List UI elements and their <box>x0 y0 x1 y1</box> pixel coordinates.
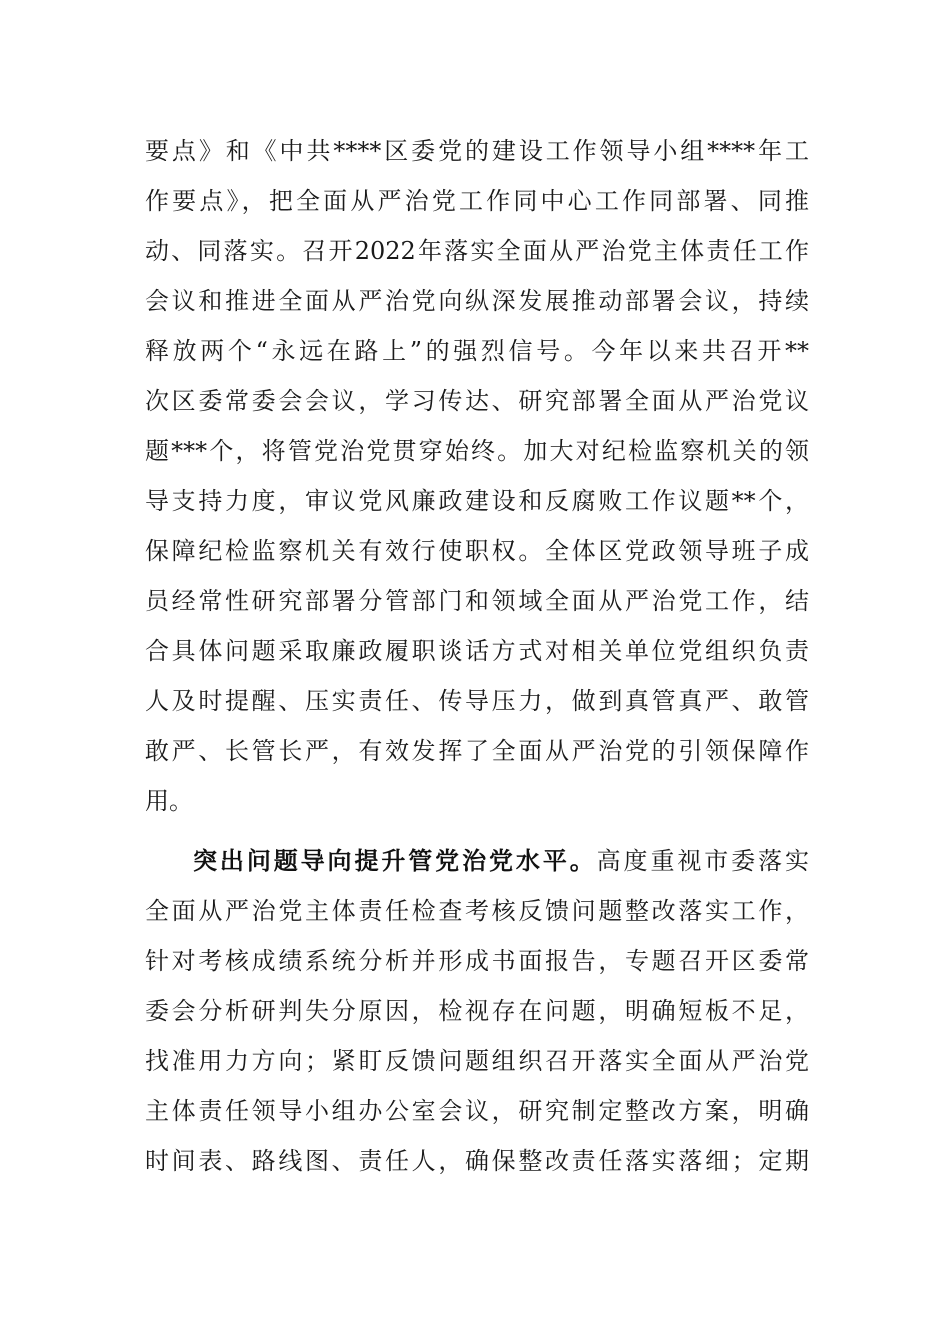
paragraph-2-line-1 <box>193 841 809 881</box>
paragraph-2-line-3: 针对考核成绩系统分析并形成书面报告，专题召开区委常 <box>145 947 809 975</box>
paragraph-1-line-1: 要点》和《中共****区委党的建设工作领导小组****年工 <box>145 137 809 165</box>
paragraph-2-line-6: 主体责任领导小组办公室会议，研究制定整改方案，明确 <box>145 1097 809 1125</box>
paragraph-2-line-2: 全面从严治党主体责任检查考核反馈问题整改落实工作， <box>145 897 809 925</box>
paragraph-1-line-3: 动、同落实。召开2022年落实全面从严治党主体责任工作 <box>145 237 809 265</box>
paragraph-1-line-12: 人及时提醒、压实责任、传导压力，做到真管真严、敢管 <box>145 687 809 715</box>
paragraph-2-line-1-text: 高度重视市委落实 <box>596 847 809 875</box>
paragraph-1-line-14: 用。 <box>145 787 193 815</box>
paragraph-2-line-5: 找准用力方向；紧盯反馈问题组织召开落实全面从严治党 <box>145 1047 809 1075</box>
paragraph-1-line-10: 员经常性研究部署分管部门和领域全面从严治党工作，结 <box>145 587 809 615</box>
paragraph-1-line-7: 题***个，将管党治党贯穿始终。加大对纪检监察机关的领 <box>145 437 809 465</box>
paragraph-1-line-8: 导支持力度，审议党风廉政建设和反腐败工作议题**个， <box>145 487 809 515</box>
paragraph-2-line-7: 时间表、路线图、责任人，确保整改责任落实落细；定期 <box>145 1147 809 1175</box>
paragraph-heading: 突出问题导向提升管党治党水平。 <box>193 846 597 875</box>
paragraph-1-line-6: 次区委常委会会议，学习传达、研究部署全面从严治党议 <box>145 387 809 415</box>
paragraph-1-line-2: 作要点》，把全面从严治党工作同中心工作同部署、同推 <box>145 187 809 215</box>
paragraph-1-line-9: 保障纪检监察机关有效行使职权。全体区党政领导班子成 <box>145 537 809 565</box>
paragraph-1-line-11: 合具体问题采取廉政履职谈话方式对相关单位党组织负责 <box>145 637 809 665</box>
paragraph-2-line-4: 委会分析研判失分原因，检视存在问题，明确短板不足， <box>145 997 809 1025</box>
paragraph-1-line-5: 释放两个“永远在路上”的强烈信号。今年以来共召开** <box>145 337 809 365</box>
paragraph-1-line-13: 敢严、长管长严，有效发挥了全面从严治党的引领保障作 <box>145 737 809 765</box>
paragraph-1-line-4: 会议和推进全面从严治党向纵深发展推动部署会议，持续 <box>145 287 809 315</box>
